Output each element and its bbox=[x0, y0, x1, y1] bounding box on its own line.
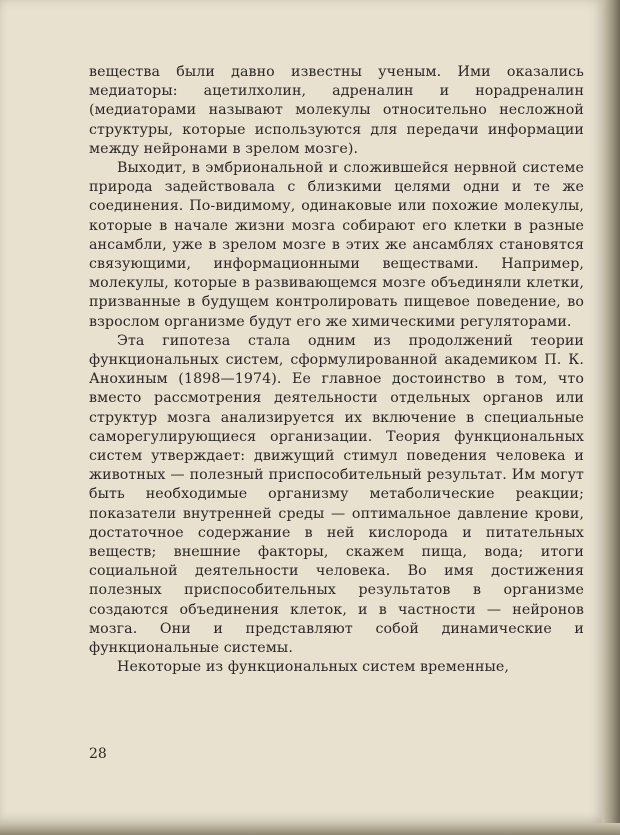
paragraph-3: Эта гипотеза стала одним из продолжений теории функциональных систем, сформулированной академиком П. К. Анохиным (1898—1974). Ее главное достоинство в том, что вместо рассмотрения деятельности отдельных органов или структур мозга анализируется их включение в специальные саморегулирующиеся организации. Теория функциональных систем утверждает: движущий стимул поведения человека и животных — полезный приспособительный результат. Им могут быть необходимые организму метаболические реакции; показатели внутренней среды — оптимальное давление крови, достаточное содержание в ней кислорода и питательных веществ; внешние факторы, скажем пища, вода; итоги социальной деятельности человека. Во имя достижения полезных приспособительных результатов в организме создаются объединения клеток, и в частности — нейронов мозга. Они и представляют собой динамические и функциональные системы. bbox=[89, 332, 584, 657]
page-number: 28 bbox=[89, 746, 107, 762]
paragraph-2: Выходит, в эмбриональной и сложившейся нервной системе природа задействовала с близкими целями одни и те же соединения. По-видимому, одинаковые или похожие молекулы, которые в начале жизни мозга собирают его клетки в разные ансамбли, уже в зрелом мозге в этих же ансамблях становятся связующими, информационными веществами. Например, молекулы, которые в развивающемся мозге объединяли клетки, призванные в будущем контролировать пищевое поведение, во взрослом организме будут его же химическими регуляторами. bbox=[89, 160, 584, 330]
page-edge-shadow bbox=[602, 0, 620, 835]
page-text bbox=[89, 63, 584, 678]
paragraph-1: вещества были давно известны ученым. Ими оказались медиаторы: ацетилхолин, адреналин и норадреналин (медиаторами называют молекулы относительно несложной структуры, которые используются для передачи информации между нейронами в зрелом мозге). bbox=[89, 64, 584, 157]
page-bottom-shadow bbox=[0, 823, 620, 835]
paragraph-4: Некоторые из функциональных систем временные, bbox=[117, 659, 510, 676]
